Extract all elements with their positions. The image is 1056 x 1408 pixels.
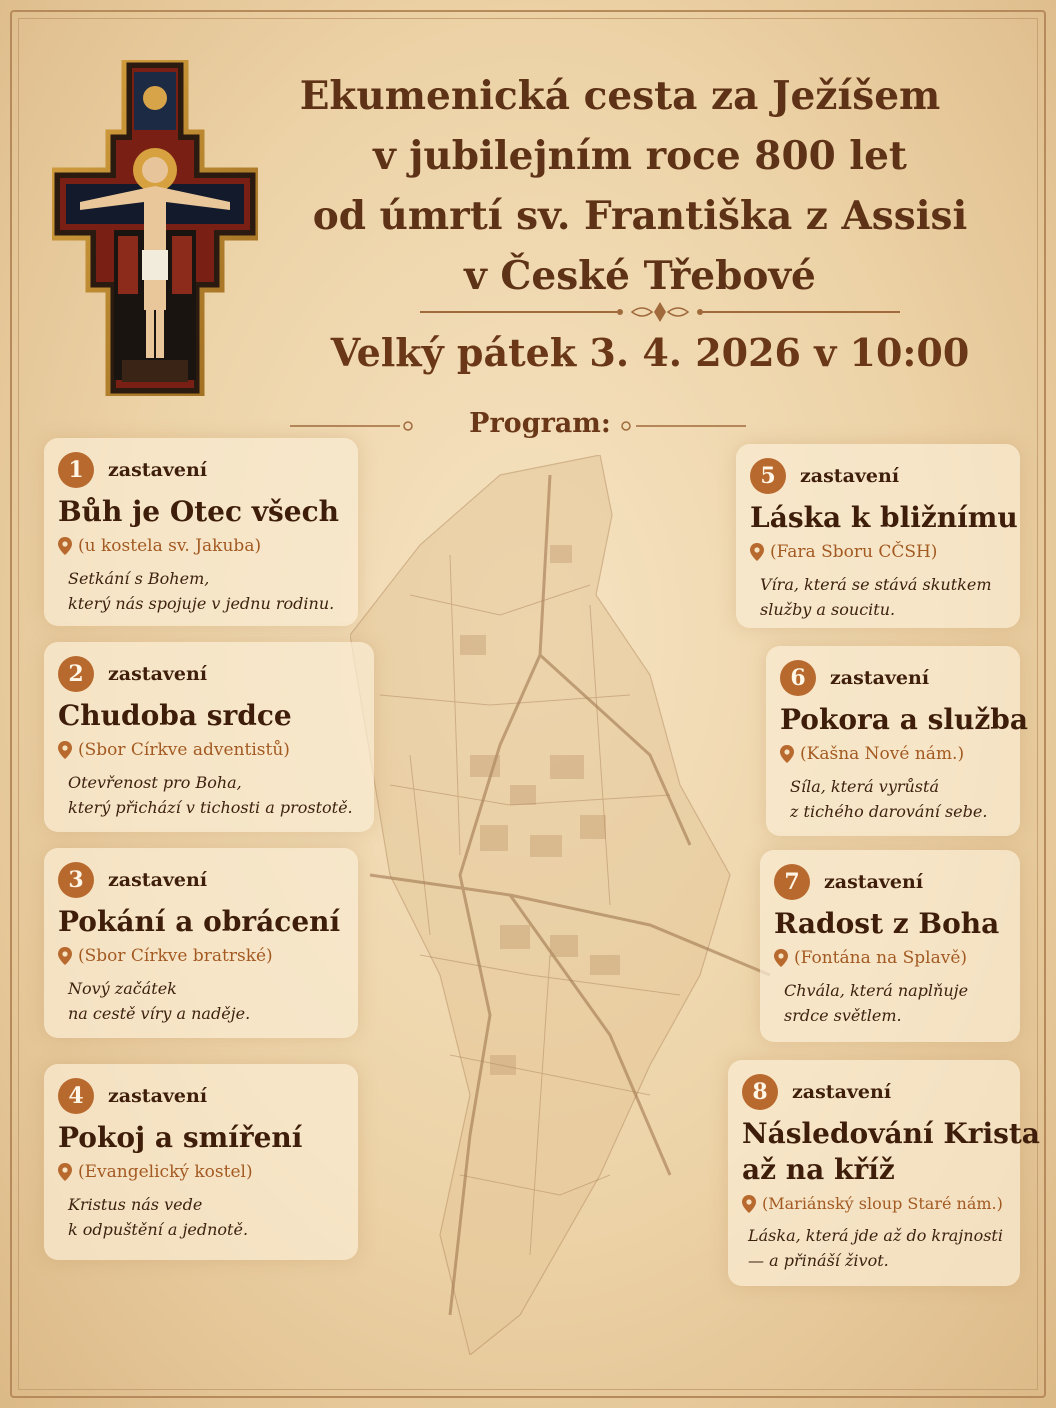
stop-label: zastavení — [108, 1085, 208, 1107]
stop-card-4 — [44, 1064, 358, 1260]
stop-label: zastavení — [824, 871, 924, 893]
stop-name: Pokání a obrácení — [58, 905, 341, 938]
stop-place-text: (Mariánský sloup Staré nám.) — [762, 1194, 1003, 1213]
location-pin-icon — [742, 1195, 756, 1213]
stop-desc-line: Setkání s Bohem, — [68, 569, 210, 588]
stop-desc — [58, 770, 360, 820]
stop-card-6 — [766, 646, 1028, 836]
stop-label: zastavení — [800, 465, 900, 487]
stop-card-1 — [44, 438, 358, 626]
stop-card-8 — [728, 1060, 1040, 1286]
stop-desc — [58, 1192, 344, 1242]
stop-name-line-2: až na kříž — [742, 1153, 895, 1186]
program-heading-row — [330, 408, 750, 444]
program-heading: Program: — [469, 408, 611, 439]
location-pin-icon — [750, 543, 764, 561]
location-pin-icon — [58, 741, 72, 759]
stop-desc-line: Otevřenost pro Boha, — [68, 773, 242, 792]
stop-place — [780, 744, 1006, 764]
stop-place — [742, 1194, 1006, 1213]
stop-place-text: (Fara Sboru CČSH) — [770, 542, 938, 562]
san-damiano-cross-icon — [52, 60, 258, 396]
stop-desc — [750, 572, 1006, 622]
stop-card-2 — [44, 642, 374, 832]
stop-place-text: (Sbor Církve bratrské) — [78, 946, 273, 966]
stop-desc-line: Síla, která vyrůstá — [790, 777, 939, 796]
stop-desc-line: na cestě víry a naděje. — [68, 1004, 251, 1023]
stop-desc-line: — a přináší život. — [748, 1251, 889, 1270]
stop-desc — [780, 774, 1006, 824]
location-pin-icon — [774, 949, 788, 967]
ornament-right — [616, 414, 746, 434]
stop-place — [58, 946, 344, 966]
stop-number: 1 — [58, 452, 94, 488]
title-line-1: Ekumenická cesta za Ježíšem — [299, 73, 941, 119]
stop-place-text: (Sbor Církve adventistů) — [78, 740, 290, 760]
title-line-3: od úmrtí sv. Františka z Assisi — [312, 193, 968, 239]
stop-name: Chudoba srdce — [58, 699, 292, 732]
stop-desc — [742, 1223, 1006, 1273]
stop-desc-line: Nový začátek — [68, 979, 177, 998]
stop-card-5 — [736, 444, 1020, 628]
poster-title — [280, 66, 1000, 306]
stop-number: 5 — [750, 458, 786, 494]
location-pin-icon — [58, 947, 72, 965]
stop-desc-line: služby a soucitu. — [760, 600, 896, 619]
stop-number: 2 — [58, 656, 94, 692]
stop-desc-line: Víra, která se stává skutkem — [760, 575, 992, 594]
stop-label: zastavení — [108, 869, 208, 891]
stop-place-text: (Fontána na Splavě) — [794, 948, 968, 968]
stop-place — [58, 536, 344, 556]
stop-card-7 — [760, 850, 1020, 1042]
title-line-4: v České Třebové — [464, 253, 816, 299]
stop-desc-line: Kristus nás vede — [68, 1195, 203, 1214]
location-pin-icon — [780, 745, 794, 763]
stop-place — [58, 740, 360, 760]
stop-number: 6 — [780, 660, 816, 696]
stop-name: Radost z Boha — [774, 907, 1000, 940]
stop-name: Bůh je Otec všech — [58, 495, 340, 528]
town-map — [350, 455, 790, 1355]
stop-label: zastavení — [108, 459, 208, 481]
stop-desc-line: který nás spojuje v jednu rodinu. — [68, 594, 335, 613]
title-line-2: v jubilejním roce 800 let — [373, 133, 907, 179]
location-pin-icon — [58, 537, 72, 555]
event-date: Velký pátek 3. 4. 2026 v 10:00 — [330, 330, 970, 375]
stop-place-text: (u kostela sv. Jakuba) — [78, 536, 262, 556]
stop-label: zastavení — [830, 667, 930, 689]
stop-desc — [774, 978, 1006, 1028]
stop-place — [774, 948, 1006, 968]
stop-label: zastavení — [792, 1081, 892, 1103]
stop-desc-line: srdce světlem. — [784, 1006, 902, 1025]
stop-desc-line: Chvála, která naplňuje — [784, 981, 969, 1000]
stop-number: 4 — [58, 1078, 94, 1114]
stop-name: Pokora a služba — [780, 703, 1028, 736]
stop-desc-line: který přichází v tichosti a prostotě. — [68, 798, 353, 817]
stop-desc-line: k odpuštění a jednotě. — [68, 1220, 249, 1239]
stop-name: Láska k bližnímu — [750, 501, 1018, 534]
ornament-divider — [420, 302, 900, 322]
stop-number: 8 — [742, 1074, 778, 1110]
stop-place — [58, 1162, 344, 1182]
stop-name: Pokoj a smíření — [58, 1121, 303, 1154]
stop-desc — [58, 566, 344, 616]
stop-desc-line: z tichého darování sebe. — [790, 802, 988, 821]
stop-desc — [58, 976, 344, 1026]
stop-label: zastavení — [108, 663, 208, 685]
stop-number: 3 — [58, 862, 94, 898]
location-pin-icon — [58, 1163, 72, 1181]
stop-place-text: (Evangelický kostel) — [78, 1162, 253, 1182]
stop-place-text: (Kašna Nové nám.) — [800, 744, 965, 764]
stop-number: 7 — [774, 864, 810, 900]
stop-place — [750, 542, 1006, 562]
stop-card-3 — [44, 848, 358, 1038]
stop-desc-line: Láska, která jde až do krajnosti — [748, 1226, 1003, 1245]
stop-name-line-1: Následování Krista — [742, 1117, 1040, 1150]
